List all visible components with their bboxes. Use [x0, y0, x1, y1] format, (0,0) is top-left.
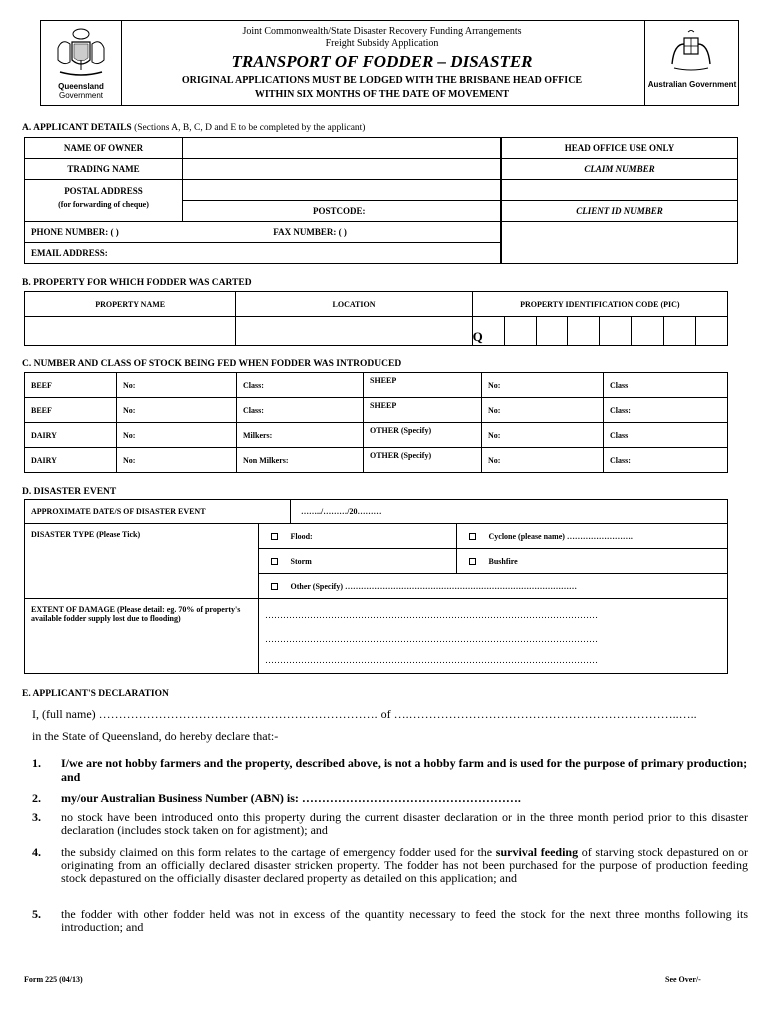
property-name-header: PROPERTY NAME — [25, 292, 236, 317]
declaration-number: 5. — [32, 907, 41, 921]
applicant-details-table — [24, 137, 501, 264]
qld-logo-label — [42, 82, 120, 100]
claim-number-field — [502, 180, 738, 201]
declaration-item — [32, 791, 748, 805]
property-name-field[interactable] — [25, 317, 236, 346]
stock-number[interactable]: No: — [482, 448, 604, 473]
aus-logo-label: Australian Government — [647, 80, 737, 89]
stock-type: OTHER (Specify) — [364, 423, 482, 448]
postal-address-label-cell — [25, 180, 183, 222]
stock-class[interactable]: Class: — [237, 398, 364, 423]
declaration-number: 4. — [32, 845, 41, 859]
stock-number[interactable]: No: — [117, 373, 237, 398]
postcode-label: POSTCODE: — [313, 206, 366, 216]
bushfire-checkbox-icon[interactable] — [469, 558, 476, 565]
declaration-state-line: in the State of Queensland, do hereby declare that:- — [32, 729, 279, 743]
stock-row — [25, 398, 728, 423]
pic-cell-3[interactable] — [536, 317, 568, 346]
declaration-item — [32, 756, 748, 784]
bushfire-checkbox-cell[interactable] — [457, 549, 489, 574]
form-number: Form 225 (04/13) — [24, 975, 83, 984]
stock-class[interactable]: Class: — [604, 398, 728, 423]
aus-crest-icon — [666, 30, 716, 72]
extent-of-damage-field[interactable] — [259, 599, 728, 674]
declaration-text-part: the subsidy claimed on this form relates to the cartage of emergency fodder used for the — [61, 845, 496, 859]
stock-number[interactable]: No: — [482, 423, 604, 448]
pic-cell-8[interactable] — [696, 317, 728, 346]
stock-class[interactable]: Non Milkers: — [237, 448, 364, 473]
page-title: TRANSPORT OF FODDER – DISASTER — [231, 52, 533, 71]
phone-fax-row[interactable] — [25, 222, 501, 243]
stock-row — [25, 373, 728, 398]
stock-type: BEEF — [25, 398, 117, 423]
claim-number-label: CLAIM NUMBER — [502, 159, 738, 180]
declaration-text-part: of starving stock depastured on or originating from an officially declared disaster stricken property. The fodder has not been purchased for the purpose of production feeding stock depastured on the officially disaster declared property as detailed on this application; and — [61, 845, 748, 885]
stock-type: BEEF — [25, 373, 117, 398]
section-a-heading: A. APPLICANT DETAILS — [22, 123, 132, 133]
flood-checkbox-cell[interactable] — [259, 524, 291, 549]
qld-logo-label-line2: Government — [58, 91, 104, 100]
stock-number[interactable]: No: — [117, 398, 237, 423]
client-id-label: CLIENT ID NUMBER — [502, 201, 738, 222]
stock-number[interactable]: No: — [482, 373, 604, 398]
pic-cell-6[interactable] — [632, 317, 664, 346]
declaration-text: I/we are not hobby farmers and the property, described above, is not a hobby farm and is used for the purpose of primary production; and — [61, 756, 748, 784]
stock-type: DAIRY — [25, 448, 117, 473]
cyclone-label: Cyclone (please name) ……………………. — [489, 524, 728, 549]
location-field[interactable] — [236, 317, 472, 346]
declaration-text: no stock have been introduced onto this property during the current disaster declaration or in the three month period prior to this disaster declaration (includes stock taken on for agistment); and — [61, 810, 748, 837]
extent-line-1: ………………………………………………………………………………………………… — [265, 610, 598, 620]
header-line2: Freight Subsidy Application — [325, 38, 439, 49]
pic-cell-1[interactable] — [472, 317, 504, 346]
stock-number[interactable]: No: — [117, 448, 237, 473]
declaration-text — [61, 846, 748, 885]
storm-checkbox-cell[interactable] — [259, 549, 291, 574]
qld-crest-icon — [52, 28, 110, 78]
declaration-item — [32, 908, 748, 934]
postal-address-field[interactable] — [183, 180, 501, 201]
flood-checkbox-icon[interactable] — [271, 533, 278, 540]
phone-label: PHONE NUMBER: ( ) — [31, 227, 119, 237]
declaration-number: 1. — [32, 756, 41, 770]
extent-of-damage-label: EXTENT OF DAMAGE (Please detail: eg. 70% of property's available fodder supply lost due to flooding) — [25, 599, 259, 674]
stock-type: SHEEP — [364, 373, 482, 398]
pic-header: PROPERTY IDENTIFICATION CODE (PIC) — [472, 292, 727, 317]
property-table — [24, 291, 728, 346]
client-id-field — [502, 222, 738, 264]
declaration-emphasis: survival feeding — [495, 845, 579, 859]
extent-line-2: ………………………………………………………………………………………………… — [265, 634, 598, 644]
disaster-event-table — [24, 499, 728, 674]
trading-name-field[interactable] — [183, 159, 501, 180]
declaration-full-name-line[interactable]: I, (full name) ……………………………………………………………. of ….…………………………………………………………..….. — [32, 707, 697, 721]
header-notice2: WITHIN SIX MONTHS OF THE DATE OF MOVEMENT — [254, 89, 510, 100]
stock-row — [25, 423, 728, 448]
postal-address-label: POSTAL ADDRESS — [64, 186, 143, 196]
stock-class[interactable]: Class — [604, 423, 728, 448]
head-office-table — [501, 137, 738, 264]
approx-date-field[interactable]: ……../………/20……… — [291, 500, 728, 524]
header-notice1: ORIGINAL APPLICATIONS MUST BE LODGED WITH THE BRISBANE HEAD OFFICE — [181, 75, 583, 86]
section-c-title: C. NUMBER AND CLASS OF STOCK BEING FED WHEN FODDER WAS INTRODUCED — [22, 359, 402, 369]
extent-line-3: ………………………………………………………………………………………………… — [265, 655, 598, 665]
head-office-label: HEAD OFFICE USE ONLY — [502, 138, 738, 159]
stock-class[interactable]: Class: — [604, 448, 728, 473]
fax-label: FAX NUMBER: ( ) — [273, 227, 347, 237]
name-of-owner-label: NAME OF OWNER — [25, 138, 183, 159]
stock-type: SHEEP — [364, 398, 482, 423]
see-over: See Over/- — [665, 975, 701, 984]
pic-cell-7[interactable] — [664, 317, 696, 346]
declaration-item — [32, 846, 748, 885]
stock-number[interactable]: No: — [482, 398, 604, 423]
section-d-title: D. DISASTER EVENT — [22, 487, 117, 497]
stock-row — [25, 448, 728, 473]
stock-class[interactable]: Class: — [237, 373, 364, 398]
stock-class[interactable]: Milkers: — [237, 423, 364, 448]
other-label: Other (Specify) …………………………………………………………………………… — [291, 574, 728, 599]
location-header: LOCATION — [236, 292, 472, 317]
disaster-type-label: DISASTER TYPE (Please Tick) — [25, 524, 259, 599]
section-b-title: B. PROPERTY FOR WHICH FODDER WAS CARTED — [22, 278, 252, 288]
trading-name-label: TRADING NAME — [25, 159, 183, 180]
email-row[interactable] — [25, 243, 501, 264]
cyclone-checkbox-cell[interactable] — [457, 524, 489, 549]
other-checkbox-icon[interactable] — [271, 583, 278, 590]
storm-label: Storm — [291, 549, 457, 574]
stock-table — [24, 372, 728, 473]
stock-type: OTHER (Specify) — [364, 448, 482, 473]
declaration-item — [32, 811, 748, 837]
section-a-subtitle: (Sections A, B, C, D and E to be completed by the applicant) — [134, 123, 366, 133]
qld-logo-label-line1: Queensland — [58, 82, 104, 91]
other-checkbox-cell[interactable] — [259, 574, 291, 599]
approx-date-label: APPROXIMATE DATE/S OF DISASTER EVENT — [25, 500, 291, 524]
section-e-title: E. APPLICANT'S DECLARATION — [22, 689, 169, 699]
stock-number[interactable]: No: — [117, 423, 237, 448]
name-of-owner-field[interactable] — [183, 138, 501, 159]
header-line1: Joint Commonwealth/State Disaster Recovery Funding Arrangements — [242, 26, 522, 37]
bushfire-label: Bushfire — [489, 549, 728, 574]
declaration-number: 3. — [32, 810, 41, 824]
storm-checkbox-icon[interactable] — [271, 558, 278, 565]
stock-type: DAIRY — [25, 423, 117, 448]
pic-prefix: Q — [472, 329, 483, 344]
postal-address-note: (for forwarding of cheque) — [58, 200, 149, 209]
flood-label: Flood: — [291, 524, 457, 549]
pic-cell-2[interactable] — [504, 317, 536, 346]
declaration-number: 2. — [32, 791, 41, 805]
declaration-abn-text[interactable]: my/our Australian Business Number (ABN) is: ………………………………………………. — [61, 791, 521, 805]
section-a-title — [22, 123, 365, 133]
postcode-field[interactable] — [183, 201, 501, 222]
email-label: EMAIL ADDRESS: — [31, 248, 108, 258]
stock-class[interactable]: Class — [604, 373, 728, 398]
cyclone-checkbox-icon[interactable] — [469, 533, 476, 540]
pic-cell-4[interactable] — [568, 317, 600, 346]
pic-cell-5[interactable] — [600, 317, 632, 346]
declaration-text: the fodder with other fodder held was not in excess of the quantity necessary to feed the stock for the next three months following its introduction; and — [61, 907, 748, 934]
